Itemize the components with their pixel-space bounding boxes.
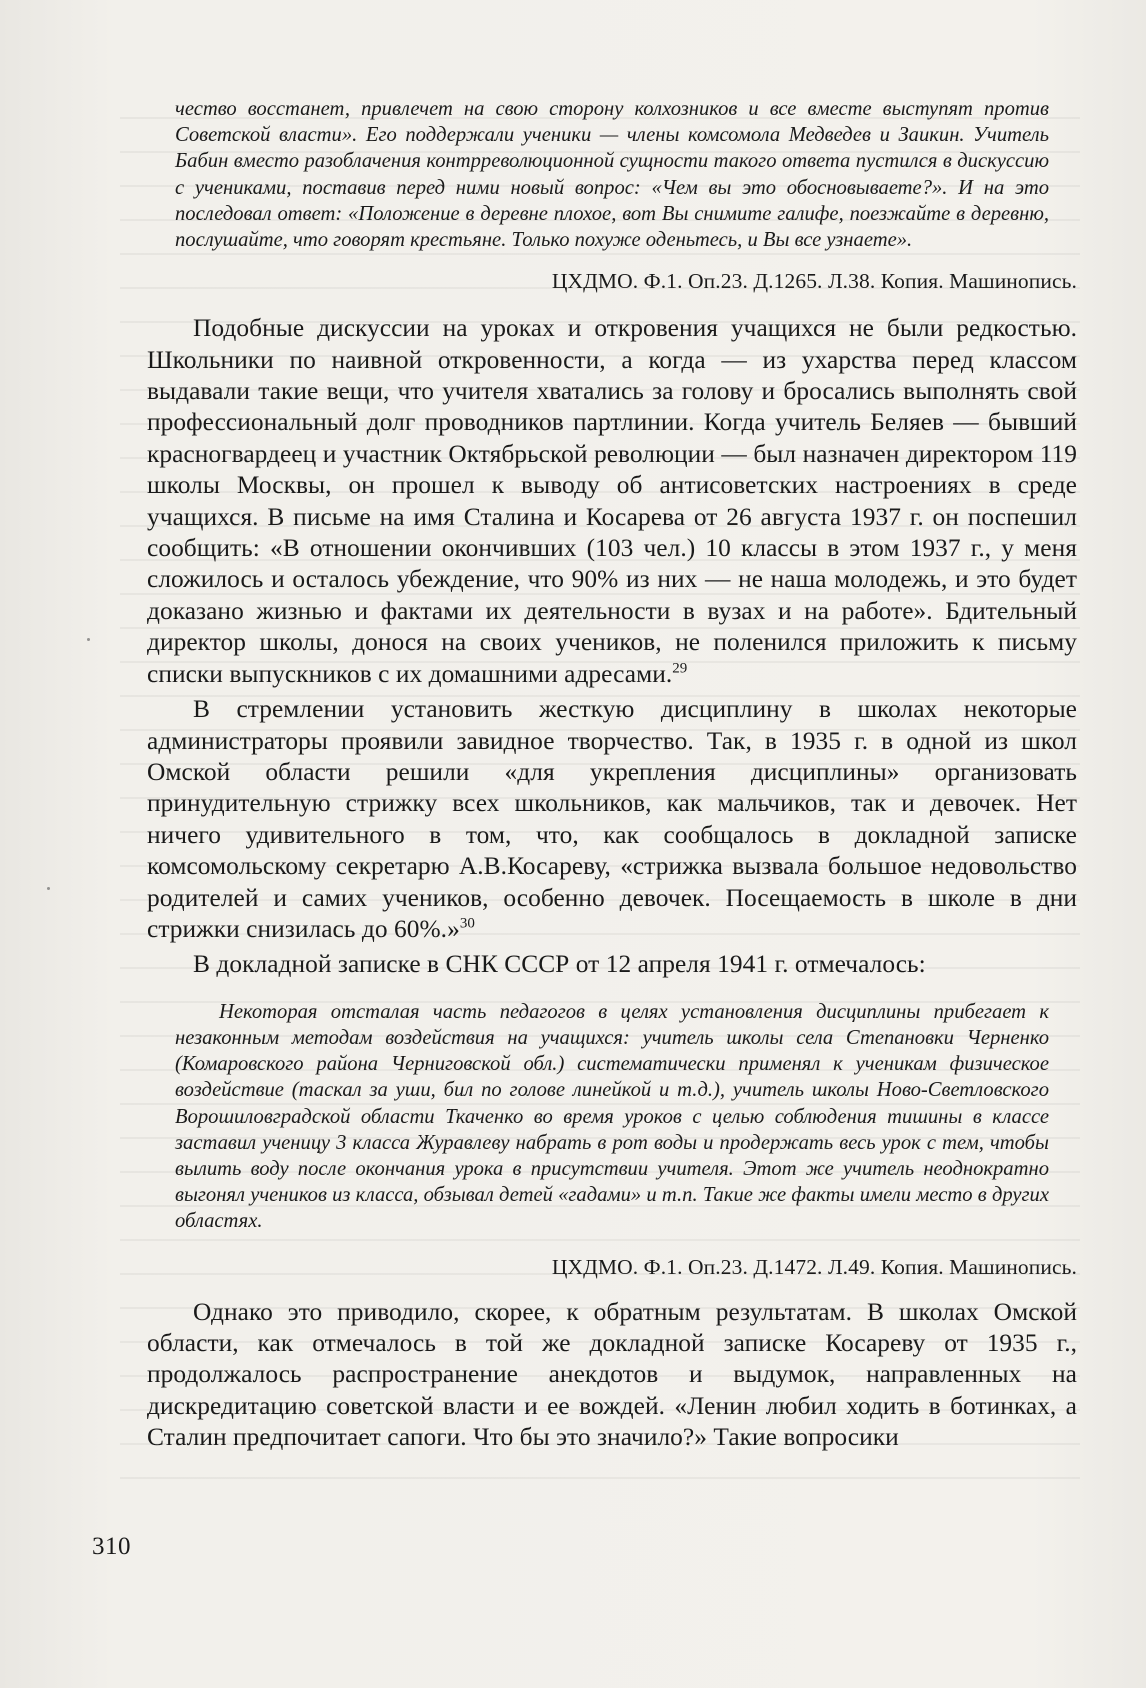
footnote-ref: 30: [459, 915, 475, 932]
footnote-ref: 29: [672, 660, 688, 677]
quote-text: чество восстанет, привлечет на свою сторону колхозников и все вместе выступят против Советской власти». Его поддержали ученики — члены комсомола Медведев и Заикин. Учитель Бабин вместо разоблачения контрреволюционной сущности такого ответа пустился в дискуссию с учениками, поставив перед ними новый вопрос: «Чем вы это обосновываете?». И на это последовал ответ: «Положение в деревне плохое, вот Вы снимите галифе, поезжайте в деревню, послушайте, что говорят крестьяне. Только похуже оденьтесь, и Вы все узнаете».: [175, 98, 1049, 252]
paragraph: В стремлении установить жесткую дисциплину в школах некоторые администраторы проявили завидное творчество. Так, в 1935 г. в одной из школ Омской области решили «для укрепления дисциплины» организовать принудительную стрижку всех школьников, как мальчиков, так и девочек. Нет ничего удивительного в том, что, как сообщалось в докладной записке комсомольскому секретарю А.В.Косареву, «стрижка вызвала большое недовольство родителей и самих учеников, особенно девочек. Посещаемость в школе в дни стрижки снизилась до 60%.»$^{30}$: [147, 695, 1077, 943]
scan-speck: [47, 887, 50, 890]
body-text: [147, 313, 1077, 981]
paragraph: В докладной записке в СНК СССР от 12 апреля 1941 г. отмечалось:: [193, 950, 926, 979]
page-content: [147, 96, 1077, 1454]
archive-source-2: ЦХДМО. Ф.1. Оп.23. Д.1472. Л.49. Копия. Машинопись.: [551, 1254, 1077, 1279]
archival-quote-2: [147, 999, 1049, 1235]
archival-quote-1: [147, 96, 1049, 253]
quote-text: Некоторая отсталая часть педагогов в целях установления дисциплины прибегает к незаконным методам воздействия на учащихся: учитель школы села Степановки Черненко (Комаровского района Черниговской обл.) систематически применял к ученикам физическое воздействие (таскал за уши, бил по голове линейкой и т.д.), учитель школы Ново-Светловского Ворошиловградской области Ткаченко во время уроков с целью соблюдения тишины в классе заставил ученицу 3 класса Журавлеву набрать в рот воды и продержать весь урок с тем, чтобы вылить воду после окончания урока в присутствии учителя. Этот же учитель неоднократно выгонял учеников из класса, обзывал детей «гадами» и т.п. Такие же факты имели место в других областях.: [175, 1000, 1049, 1233]
body-text-continued: [147, 1297, 1077, 1454]
scan-speck: [87, 638, 90, 641]
archive-source-1: ЦХДМО. Ф.1. Оп.23. Д.1265. Л.38. Копия. Машинопись.: [551, 269, 1077, 294]
page-number: 310: [92, 1533, 131, 1560]
paragraph: Однако это приводило, скорее, к обратным результатам. В школах Омской области, как отмечалось в той же докладной записке Косареву от 1935 г., продолжалось распространение анекдотов и выдумок, направленных на дискредитацию советской власти и ее вождей. «Ленин любил ходить в ботинках, а Сталин предпочитает сапоги. Что бы это значило?» Такие вопросики: [147, 1297, 1077, 1452]
paragraph: Подобные дискуссии на уроках и откровения учащихся не были редкостью. Школьники по наивной откровенности, а когда — из ухарства перед классом выдавали такие вещи, что учителя хватались за голову и бросались выполнять свой профессиональный долг проводников партлинии. Когда учитель Беляев — бывший красногвардеец и участник Октябрьской революции — был назначен директором 119 школы Москвы, он прошел к выводу об антисоветских настроениях в среде учащихся. В письме на имя Сталина и Косарева от 26 августа 1937 г. он поспешил сообщить: «В отношении окончивших (103 чел.) 10 классы в этом 1937 г., у меня сложилось и осталось убеждение, что 90% из них — не наша молодежь, и это будет доказано жизнью и фактами их деятельности в вузах и на работе». Бдительный директор школы, донося на своих учеников, не поленился приложить к письму списки выпускников с их домашними адресами.$^{29}$: [147, 314, 1077, 688]
